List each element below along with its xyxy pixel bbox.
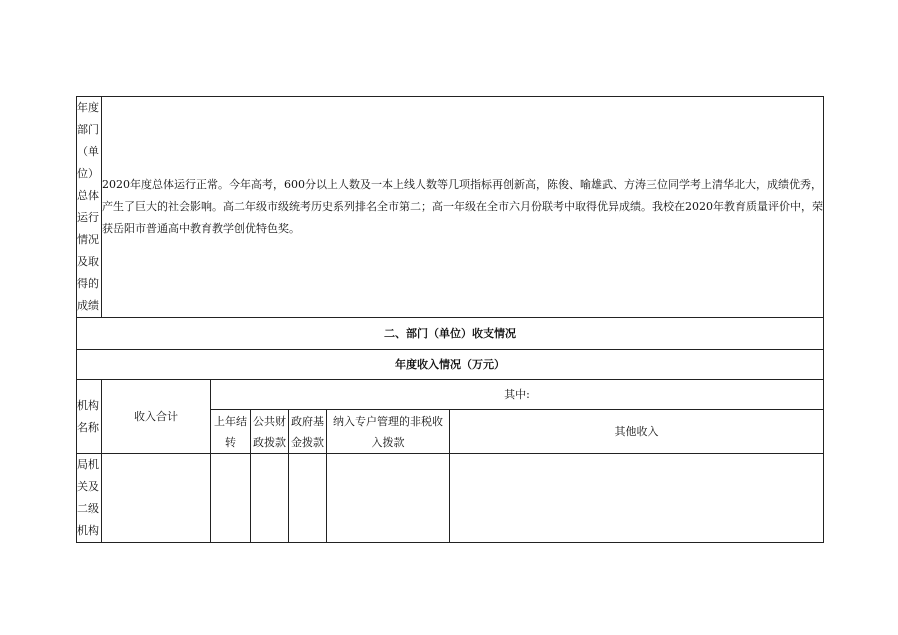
overview-row [77, 97, 824, 318]
table-row [77, 454, 824, 543]
section-title-row [77, 318, 824, 350]
overview-text: 2020年度总体运行正常。今年高考，600分以上人数及一本上线人数等几项指标再创新高，陈俊、喻雄武、方涛三位同学考上清华北大，成绩优秀，产生了巨大的社会影响。高二年级市级统考历史系列排名全市第二；高一年级在全市六月份联考中取得优异成绩。我校在2020年教育质量评价中，荣获岳阳市普通高中教育教学创优特色奖。 [102, 97, 824, 318]
public-finance-cell [251, 454, 289, 543]
section-title: 二、部门（单位）收支情况 [77, 318, 824, 350]
gov-fund-header: 政府基金拨款 [289, 410, 327, 454]
gov-fund-cell [289, 454, 327, 543]
org-name-header: 机构名称 [77, 380, 102, 454]
of-which-header: 其中: [211, 380, 824, 410]
non-tax-header: 纳入专户管理的非税收入拨款 [327, 410, 450, 454]
non-tax-cell [327, 454, 450, 543]
other-income-cell [450, 454, 824, 543]
income-title: 年度收入情况（万元） [77, 350, 824, 380]
org-name-cell: 局机关及二级机构 [77, 454, 102, 543]
total-income-cell [102, 454, 211, 543]
total-income-header: 收入合计 [102, 380, 211, 454]
public-finance-header: 公共财政拨款 [251, 410, 289, 454]
budget-form-table [76, 96, 824, 543]
overview-label: 年度部门（单位）总体运行情况及取得的成绩 [77, 97, 102, 318]
other-income-header: 其他收入 [450, 410, 824, 454]
income-header-row-1 [77, 380, 824, 410]
income-title-row [77, 350, 824, 380]
carryover-cell [211, 454, 251, 543]
carryover-header: 上年结转 [211, 410, 251, 454]
